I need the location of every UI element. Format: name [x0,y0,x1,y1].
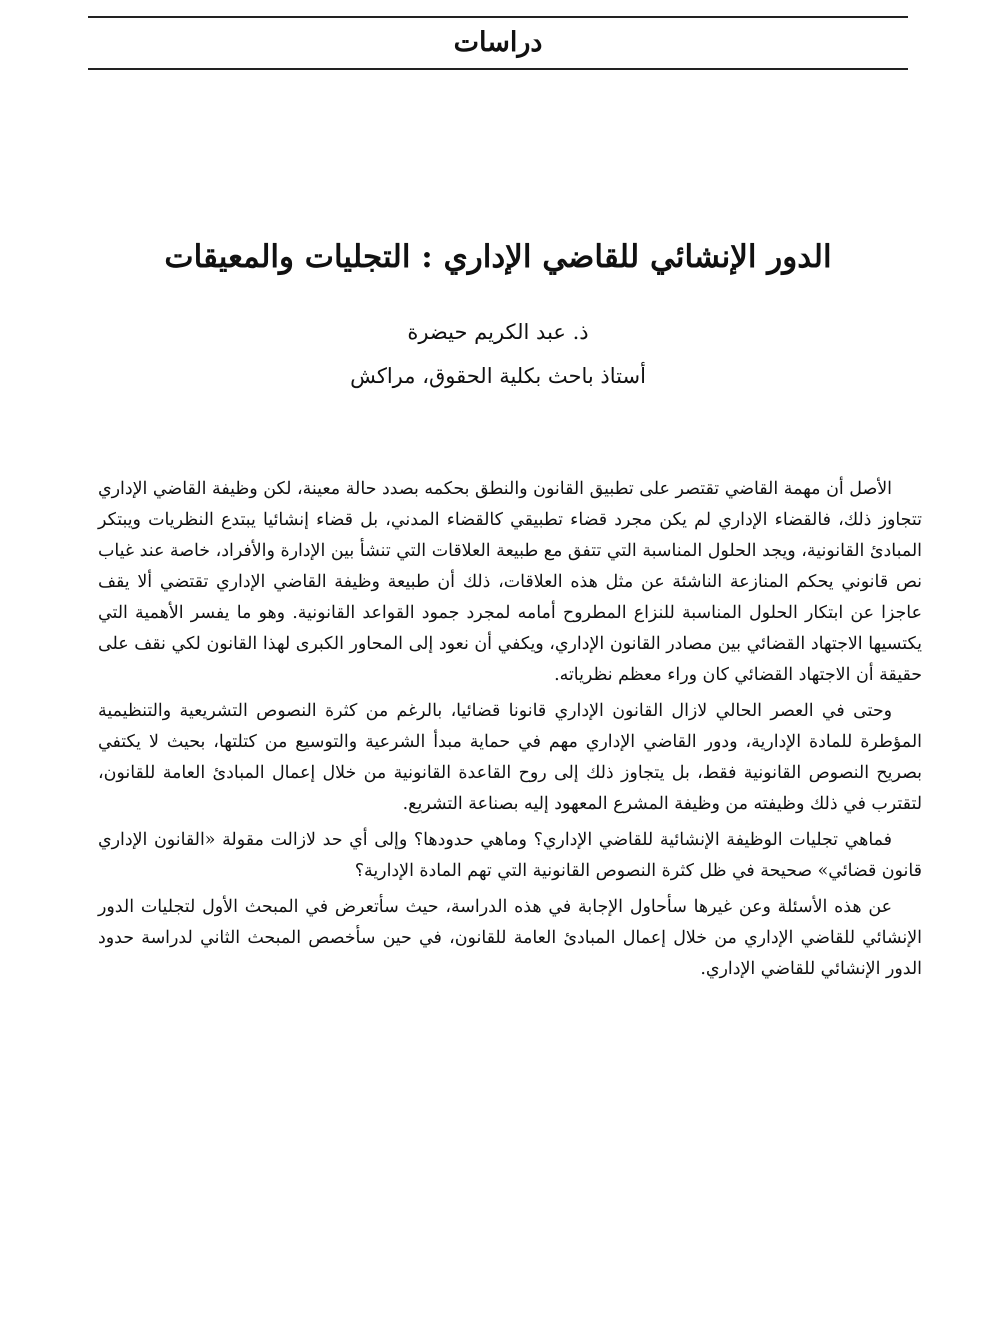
body-paragraph-2: وحتى في العصر الحالي لازال القانون الإداري قانونا قضائيا، بالرغم من كثرة النصوص التشريعية والتنظيمية المؤطرة للمادة الإدارية، ودور القاضي الإداري مهم في حماية مبدأ الشرعية والتوسيع من كتلتها، بحيث لا يكتفي بصريح النصوص القانونية فقط، بل يتجاوز ذلك إلى روح القاعدة القانونية من خلال إعمال المبادئ العامة للقانون، لتقترب في ذلك وظيفته من وظيفة المشرع المعهود إليه بصناعة التشريع. [98,701,922,814]
article-body [98,474,922,985]
article-title: الدور الإنشائي للقاضي الإداري : التجليات والمعيقات [164,239,832,275]
header-bottom-rule [88,68,908,70]
author-name: ذ. عبد الكريم حيضرة [407,320,589,344]
body-paragraph-4: عن هذه الأسئلة وعن غيرها سأحاول الإجابة في هذه الدراسة، حيث سأتعرض في المبحث الأول لتجليات الدور الإنشائي للقاضي الإداري من خلال إعمال المبادئ العامة للقانون، في حين سأخصص المبحث الثاني لدراسة حدود الدور الإنشائي للقاضي الإداري. [98,897,922,979]
section-label: دراسات [453,27,543,58]
header-top-rule [88,16,908,18]
body-paragraph-1: الأصل أن مهمة القاضي تقتصر على تطبيق القانون والنطق بحكمه بصدد حالة معينة، لكن وظيفة القاضي الإداري تتجاوز ذلك، فالقضاء الإداري لم يكن مجرد قضاء تطبيقي كالقضاء المدني، بل قضاء إنشائيا يبتدع النظريات ويبتكر المبادئ القانونية، ويجد الحلول المناسبة التي تتفق مع طبيعة العلاقات التي تنشأ بين الإدارة والأفراد، خاصة عند غياب نص قانوني يحكم المنازعة الناشئة عن مثل هذه العلاقات، ذلك أن طبيعة وظيفة القاضي الإداري تقتضي ألا يقف عاجزا عن ابتكار الحلول المناسبة للنزاع المطروح أمامه لمجرد جمود القواعد القانونية. وهو ما يفسر الأهمية التي يكتسيها الاجتهاد القضائي بين مصادر القانون الإداري، ويكفي أن نعود إلى المحاور الكبرى لهذا القانون لكي نقف على حقيقة أن الاجتهاد القضائي كان وراء معظم نظرياته. [98,479,922,685]
body-paragraph-3: فماهي تجليات الوظيفة الإنشائية للقاضي الإداري؟ وماهي حدودها؟ وإلى أي حد لازالت مقولة «القانون الإداري قانون قضائي» صحيحة في ظل كثرة النصوص القانونية التي تهم المادة الإدارية؟ [98,830,922,881]
author-affiliation: أستاذ باحث بكلية الحقوق، مراكش [350,364,646,388]
